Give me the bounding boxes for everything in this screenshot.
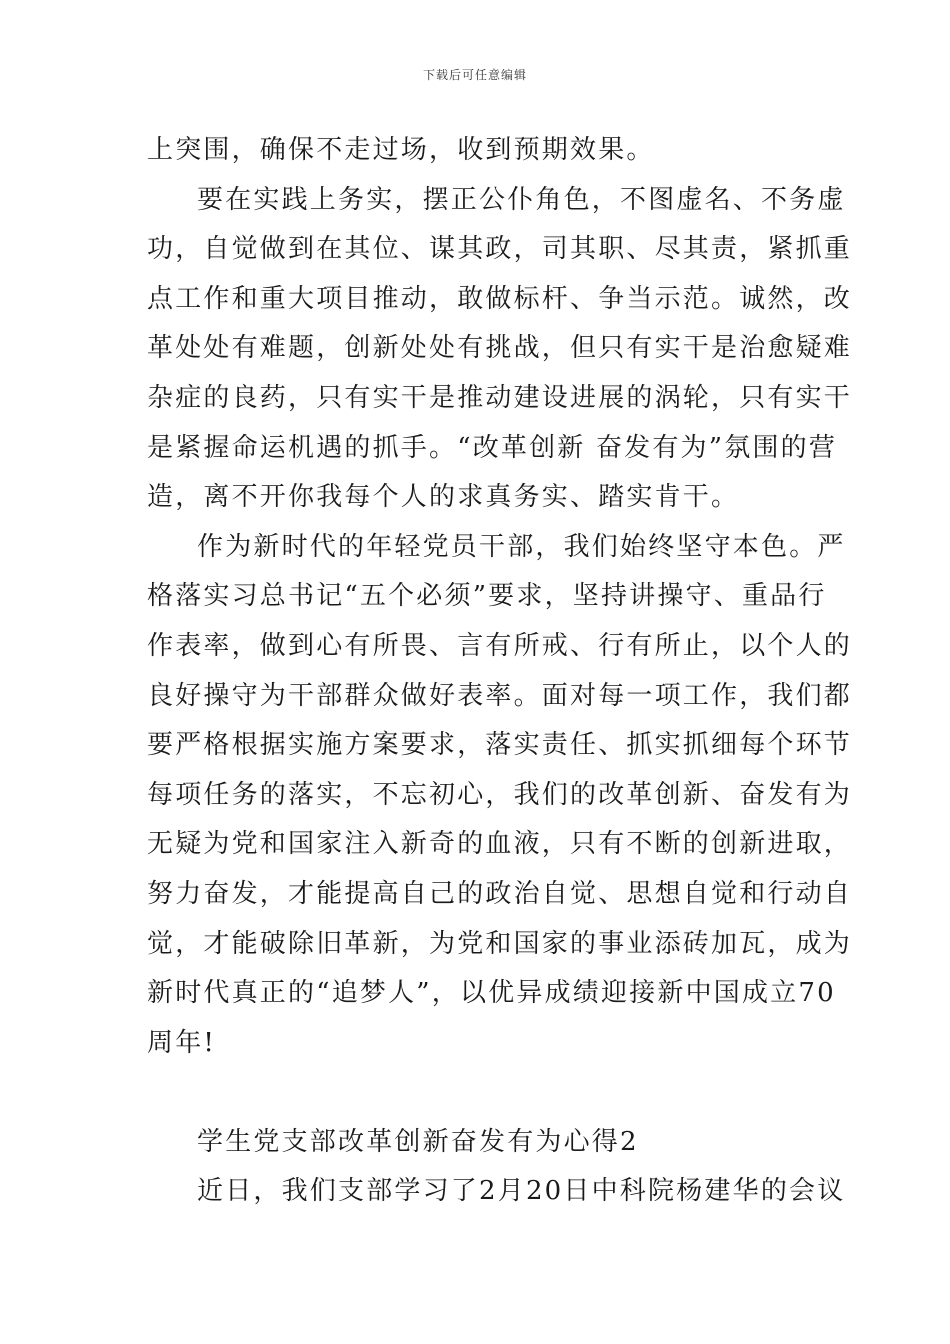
paragraph-line: 周年! xyxy=(147,1027,217,1058)
paragraph-line: 是紧握命运机遇的抓手。“改革创新 奋发有为”氛围的营 xyxy=(147,432,838,463)
paragraph-line: 努力奋发，才能提高自己的政治自觉、思想自觉和行动自 xyxy=(147,878,853,909)
page-header: 下载后可任意编辑 xyxy=(422,68,527,82)
paragraph-line: 功，自觉做到在其位、谋其政，司其职、尽其责，紧抓重 xyxy=(147,234,853,265)
paragraph-line: 点工作和重大项目推动，敢做标杆、争当示范。诚然，改 xyxy=(147,283,853,314)
paragraph-line: 作表率，做到心有所畏、言有所戒、行有所止，以个人的 xyxy=(147,630,853,661)
paragraph-line: 新时代真正的“追梦人”，以优异成绩迎接新中国成立70 xyxy=(147,978,836,1009)
document-body xyxy=(147,126,853,1217)
paragraph-line: 要在实践上务实，摆正公仆角色，不图虚名、不务虚 xyxy=(197,184,846,215)
paragraph-line: 作为新时代的年轻党员干部，我们始终坚守本色。严 xyxy=(197,531,846,562)
paragraph-line: 要严格根据实施方案要求，落实责任、抓实抓细每个环节 xyxy=(147,730,853,761)
paragraph-line: 每项任务的落实，不忘初心，我们的改革创新、奋发有为 xyxy=(147,779,853,810)
paragraph-line: 格落实习总书记“五个必须”要求，坚持讲操守、重品行 xyxy=(147,581,827,612)
paragraph-line: 造，离不开你我每个人的求真务实、踏实肯干。 xyxy=(147,482,740,513)
paragraph-line: 近日，我们支部学习了2月20日中科院杨建华的会议 xyxy=(197,1176,846,1207)
section-heading: 学生党支部改革创新奋发有为心得2 xyxy=(197,1126,639,1157)
paragraph-line: 无疑为党和国家注入新奇的血液，只有不断的创新进取， xyxy=(147,829,853,860)
blank-line xyxy=(147,1068,807,1118)
paragraph-line: 杂症的良药，只有实干是推动建设进展的涡轮，只有实干 xyxy=(147,382,853,413)
paragraph-line: 上突围，确保不走过场，收到预期效果。 xyxy=(147,135,655,165)
paragraph-line: 革处处有难题，创新处处有挑战，但只有实干是治愈疑难 xyxy=(147,333,853,364)
paragraph-line: 觉，才能破除旧革新，为党和国家的事业添砖加瓦，成为 xyxy=(147,928,853,959)
paragraph-line: 良好操守为干部群众做好表率。面对每一项工作，我们都 xyxy=(147,680,853,711)
